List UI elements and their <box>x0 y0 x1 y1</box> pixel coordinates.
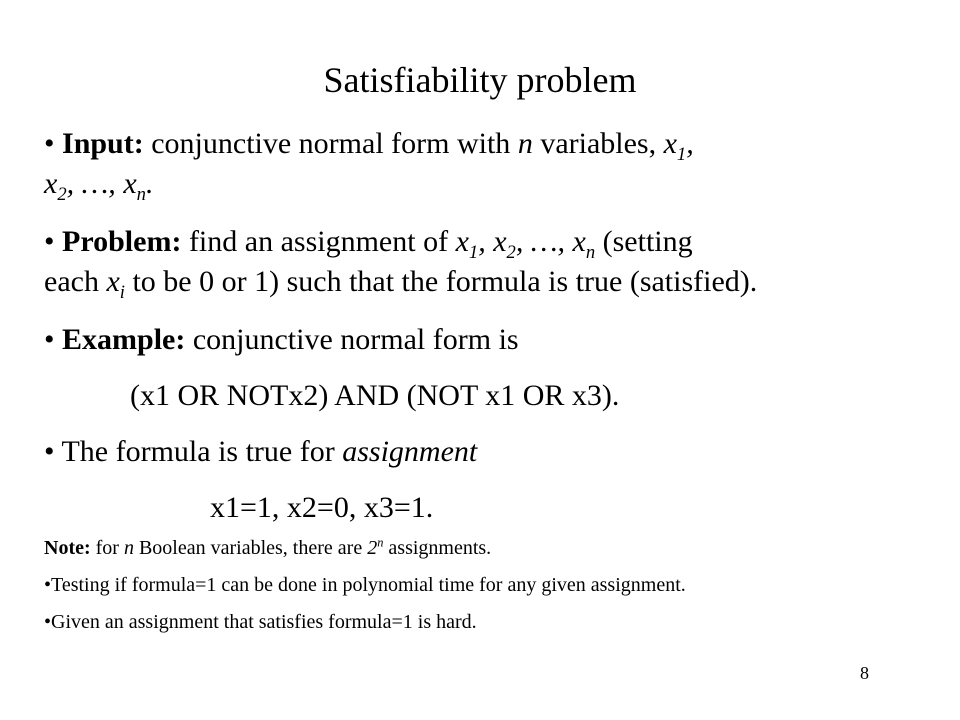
input-x1: $x_1$, <box>663 127 694 165</box>
problem-text-rest: to be 0 or 1) such that the formula is true (satisfied). <box>124 265 758 298</box>
hard-bullet <box>44 610 477 634</box>
page-number: 8 <box>860 663 869 683</box>
problem-variables: $x_1$, $x_2$, …, $x_n$ <box>455 225 596 263</box>
input-text: conjunctive normal form with <box>143 127 518 160</box>
input-n-var: n <box>517 127 533 160</box>
slide-title: Satisfiability problem <box>323 60 637 100</box>
problem-text: find an assignment of <box>181 225 456 258</box>
input-x2: $x_2$, …, $x_n$. <box>44 167 154 205</box>
problem-label: Problem: <box>62 225 182 258</box>
note-n-var: n <box>123 537 134 559</box>
truth-bullet <box>44 434 477 470</box>
bullet-dot: • <box>44 435 55 468</box>
problem-bullet-line1 <box>44 224 693 263</box>
bullet-dot: • <box>44 225 55 258</box>
note-line: Note: for n Boolean variables, there are 2$^n$ assignments. <box>44 535 492 559</box>
problem-setting-text: (setting <box>595 225 693 258</box>
example-formula: (x1 OR NOTx2) AND (NOT x1 OR x3). <box>130 379 620 412</box>
note-label: Note: <box>44 537 91 559</box>
problem-xi: $x_i$ <box>106 265 125 303</box>
problem-bullet-line2 <box>44 264 758 303</box>
input-bullet-line2 <box>44 166 154 205</box>
example-label: Example: <box>62 323 186 356</box>
testing-text: Testing if formula=1 can be done in polynomial time for any given assignment. <box>51 574 686 596</box>
hard-text: Given an assignment that satisfies formula=1 is hard. <box>51 611 477 633</box>
bullet-dot: • <box>44 574 52 596</box>
example-text: conjunctive normal form is <box>185 323 519 356</box>
input-bullet-line1 <box>44 126 694 165</box>
bullet-dot: • <box>44 127 55 160</box>
bullet-dot: • <box>44 323 55 356</box>
input-text-variables: variables, <box>532 127 664 160</box>
input-label: Input: <box>62 127 144 160</box>
bullet-dot: • <box>44 611 52 633</box>
truth-text: The formula is true for <box>54 435 343 468</box>
example-bullet <box>44 322 519 358</box>
problem-text-each: each <box>44 265 107 298</box>
testing-bullet <box>44 573 686 597</box>
truth-emph: assignment <box>342 435 478 468</box>
note-power: 2$^n$ <box>367 535 384 559</box>
assignment-values: x1=1, x2=0, x3=1. <box>210 491 434 524</box>
